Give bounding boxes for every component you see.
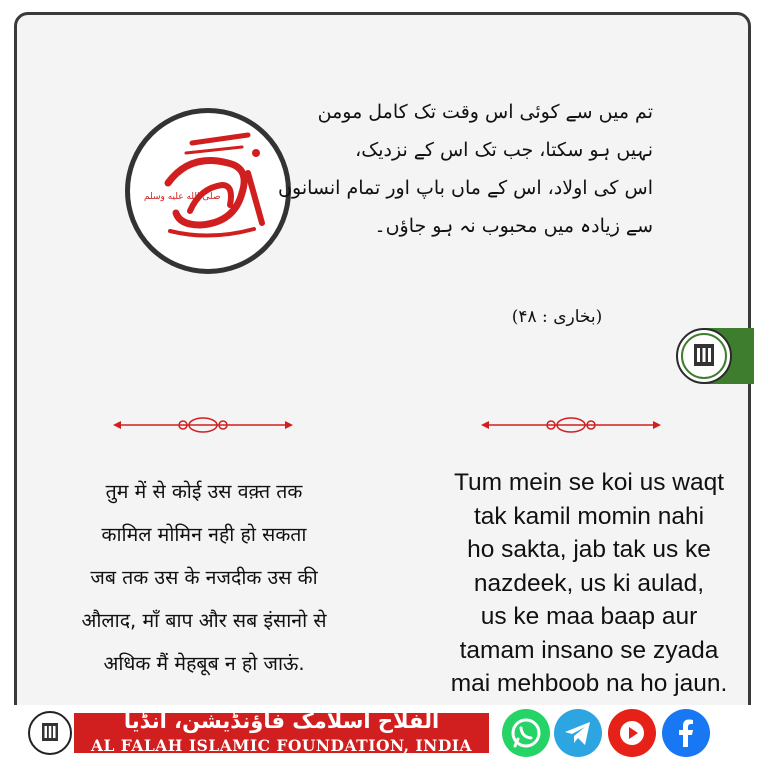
urdu-line: اس کی اولاد، اس کے ماں باپ اور تمام انسانوں bbox=[278, 177, 653, 199]
hindi-line: जब तक उस के नजदीक उस की bbox=[90, 566, 318, 589]
footer-title-banner bbox=[74, 709, 489, 755]
muhammad-calligraphy-seal bbox=[125, 108, 291, 274]
urdu-line: تم میں سے کوئی اس وقت تک کامل مومن bbox=[317, 101, 653, 123]
footer-logo-badge bbox=[28, 711, 72, 755]
hadith-reference: (بخاری : ۴۸) bbox=[511, 307, 603, 327]
english-line: us ke maa baap aur bbox=[480, 603, 698, 630]
seal-small-text: صلى الله عليه وسلم bbox=[144, 192, 221, 202]
telegram-button[interactable] bbox=[554, 709, 602, 757]
footer-bar bbox=[14, 705, 768, 767]
hindi-line: अधिक मैं मेहबूब न हो जाऊं. bbox=[103, 652, 305, 675]
foundation-logo-badge bbox=[676, 328, 732, 384]
ornament-icon bbox=[479, 415, 663, 435]
youtube-button[interactable] bbox=[608, 709, 656, 757]
telegram-icon bbox=[554, 709, 602, 757]
urdu-text bbox=[278, 93, 653, 245]
english-line: tamam insano se zyada bbox=[459, 636, 719, 664]
urdu-line: نہیں ہو سکتا، جب تک اس کے نزدیک، bbox=[355, 139, 653, 161]
hindi-text bbox=[35, 470, 373, 685]
footer-english-title: AL FALAH ISLAMIC FOUNDATION, INDIA bbox=[90, 736, 473, 755]
hindi-line: कामिल मोमिन नही हो सकता bbox=[101, 523, 307, 546]
footer-urdu-title: الفلاح اسلامک فاؤنڈیشن، انڈیا bbox=[123, 709, 440, 733]
english-text bbox=[415, 466, 751, 701]
facebook-icon bbox=[662, 709, 710, 757]
english-line: Tum mein se koi us waqt bbox=[453, 469, 725, 496]
ornament-divider-left bbox=[111, 415, 295, 435]
hindi-line: औलाद, माँ बाप और सब इंसानो से bbox=[81, 609, 327, 632]
calligraphy-icon bbox=[130, 113, 286, 269]
english-line: mai mehboob na ho jaun. bbox=[450, 670, 728, 697]
english-line: tak kamil momin nahi bbox=[473, 502, 705, 530]
english-line: nazdeek, us ki aulad, bbox=[473, 569, 705, 597]
whatsapp-icon bbox=[502, 709, 550, 757]
ornament-icon bbox=[111, 415, 295, 435]
facebook-button[interactable] bbox=[662, 709, 710, 757]
youtube-icon bbox=[608, 709, 656, 757]
hindi-line: तुम में से कोई उस वक़्त तक bbox=[105, 480, 303, 503]
urdu-line: سے زیادہ میں محبوب نہ ہو جاؤں۔ bbox=[374, 215, 653, 237]
ornament-divider-right bbox=[479, 415, 663, 435]
whatsapp-button[interactable] bbox=[502, 709, 550, 757]
foundation-logo-icon bbox=[30, 713, 70, 753]
foundation-logo-icon bbox=[678, 330, 730, 382]
quote-card bbox=[14, 12, 751, 727]
english-line: ho sakta, jab tak us ke bbox=[467, 536, 711, 563]
